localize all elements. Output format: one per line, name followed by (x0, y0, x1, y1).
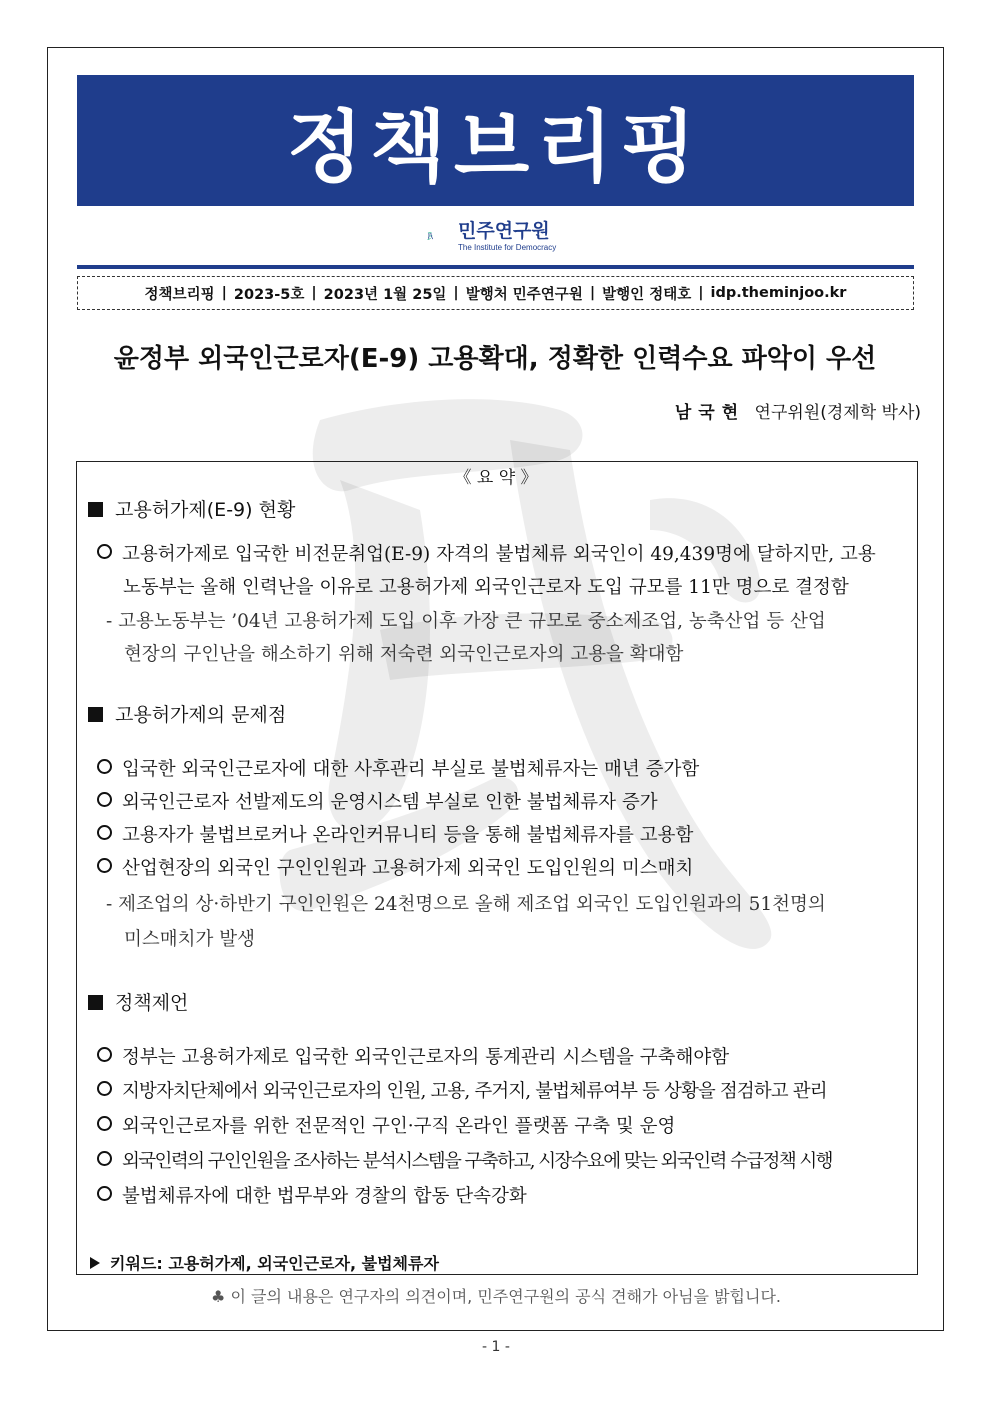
info-series: 정책브리핑 (144, 286, 215, 303)
list-item (97, 540, 876, 566)
info-separator: | (221, 285, 227, 301)
info-separator: | (589, 285, 596, 301)
section-heading-recommendations (88, 988, 188, 1015)
sub-item-continuation: 현장의 구인난을 해소하기 위해 저숙련 외국인근로자의 고용을 확대함 (124, 644, 684, 665)
square-bullet-icon (88, 707, 103, 722)
section-heading-status (88, 495, 295, 522)
min-character-logo-icon (427, 213, 457, 259)
author-line (675, 398, 921, 423)
list-item (97, 755, 699, 781)
item-continuation: 노동부는 올해 인력난을 이유로 고용허가제 외국인근로자 도입 규모를 11만 명으로 결정함 (123, 577, 849, 598)
author-name: 남국현 (674, 403, 746, 423)
keywords-text: 키워드: 고용허가제, 외국인근로자, 불법체류자 (110, 1254, 439, 1273)
header-rule (77, 265, 914, 269)
sub-item-continuation: 미스매치가 발생 (124, 929, 255, 950)
logo-subtitle: The Institute for Democracy (458, 243, 557, 252)
info-separator: | (311, 285, 317, 301)
circle-bullet-icon (97, 1151, 112, 1166)
info-issue: 2023-5호 (233, 286, 305, 303)
info-separator: | (453, 285, 459, 301)
info-website: idp.theminjoo.kr (710, 285, 847, 301)
section-title: 고용허가제의 문제점 (115, 704, 287, 726)
circle-bullet-icon (97, 858, 112, 873)
author-role: 연구위원(경제학 박사) (754, 403, 921, 423)
page-number: - 1 - (482, 1339, 510, 1355)
keywords-line (90, 1251, 439, 1274)
item-text: 외국인근로자 선발제도의 운영시스템 부실로 인한 불법체류자 증가 (122, 792, 658, 813)
summary-heading: 《 요 약 》 (454, 468, 538, 488)
circle-bullet-icon (97, 1116, 112, 1131)
item-text: 지방자치단체에서 외국인근로자의 인원, 고용, 주거지, 불법체류여부 등 상황을 점검하고 관리 (122, 1081, 827, 1102)
publication-info-bar (77, 276, 914, 310)
section-title: 정책제언 (115, 992, 189, 1014)
list-item (97, 1077, 827, 1103)
logo-name: 민주연구원 (458, 220, 550, 242)
info-date: 2023년 1월 25일 (323, 286, 447, 303)
document-title: 윤정부 외국인근로자(E-9) 고용확대, 정확한 인력수요 파악이 우선 (113, 344, 877, 374)
info-issuer: 발행인 정태호 (602, 286, 692, 303)
sub-item: - 제조업의 상·하반기 구인인원은 24천명으로 올해 제조업 외국인 도입인원과의 51천명의 (106, 894, 826, 915)
banner-title: 정책브리핑 (287, 102, 704, 193)
circle-bullet-icon (97, 759, 112, 774)
item-text: 정부는 고용허가제로 입국한 외국인근로자의 통계관리 시스템을 구축해야함 (122, 1047, 730, 1068)
list-item (97, 1147, 832, 1173)
item-text: 불법체류자에 대한 법무부와 경찰의 합동 단속강화 (122, 1186, 527, 1207)
circle-bullet-icon (97, 792, 112, 807)
item-text: 산업현장의 외국인 구인인원과 고용허가제 외국인 도입인원의 미스매치 (122, 858, 694, 879)
square-bullet-icon (88, 995, 103, 1010)
square-bullet-icon (88, 502, 103, 517)
list-item (97, 1112, 675, 1138)
info-separator: | (698, 285, 704, 301)
circle-bullet-icon (97, 1081, 112, 1096)
list-item (97, 854, 693, 880)
section-title: 고용허가제(E-9) 현황 (115, 499, 296, 521)
circle-bullet-icon (97, 825, 112, 840)
item-text: 입국한 외국인근로자에 대한 사후관리 부실로 불법체류자는 매년 증가함 (122, 759, 700, 780)
item-text: 고용허가제로 입국한 비전문취업(E-9) 자격의 불법체류 외국인이 49,439명에 달하지만, 고용 (122, 544, 876, 565)
info-publisher: 발행처 민주연구원 (465, 286, 583, 303)
circle-bullet-icon (97, 544, 112, 559)
list-item (97, 788, 658, 814)
item-text: 외국인근로자를 위한 전문적인 구인·구직 온라인 플랫폼 구축 및 운영 (122, 1116, 676, 1137)
list-item (97, 1182, 527, 1208)
disclaimer: ♣ 이 글의 내용은 연구자의 의견이며, 민주연구원의 공식 견해가 아님을 밝힙니다. (211, 1287, 781, 1306)
triangle-bullet-icon (90, 1257, 100, 1269)
title-banner (77, 75, 914, 206)
item-text: 외국인력의 구인인원을 조사하는 분석시스템을 구축하고, 시장수요에 맞는 외국인력 수급정책 시행 (122, 1151, 832, 1172)
section-heading-problems (88, 700, 286, 727)
item-text: 고용자가 불법브로커나 온라인커뮤니티 등을 통해 불법체류자를 고용함 (122, 825, 694, 846)
list-item (97, 821, 693, 847)
circle-bullet-icon (97, 1047, 112, 1062)
circle-bullet-icon (97, 1186, 112, 1201)
list-item (97, 1043, 729, 1069)
sub-item: - 고용노동부는 ’04년 고용허가제 도입 이후 가장 큰 규모로 중소제조업, 농축산업 등 산업 (106, 611, 826, 632)
